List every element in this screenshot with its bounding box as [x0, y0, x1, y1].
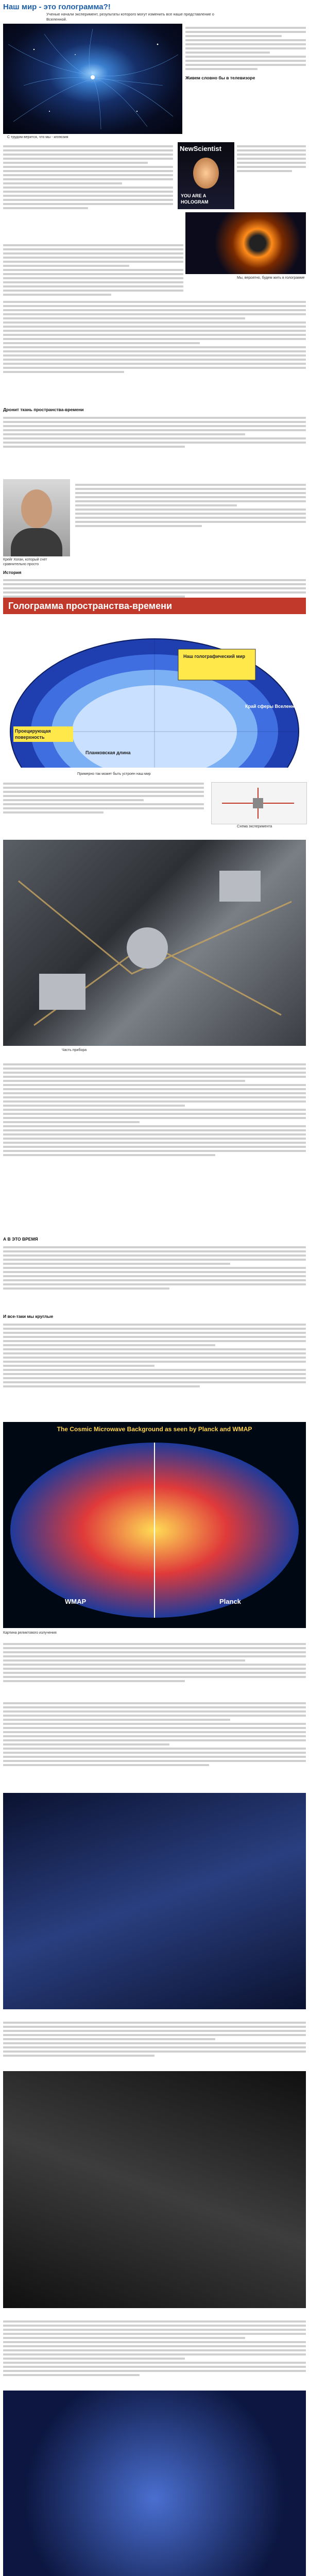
text-block-5	[3, 299, 306, 375]
cmb-wmap-label: WMAP	[65, 1598, 87, 1605]
magazine-brand: NewScientist	[180, 145, 221, 152]
extra-image-1	[3, 1793, 306, 2009]
text-block-12	[3, 1321, 306, 1389]
cmb-image	[3, 1422, 306, 1628]
section-heading-where: А В ЭТО ВРЕМЯ	[3, 1236, 38, 1242]
caption-fig7: Картина реликтового излучения	[3, 1631, 57, 1635]
text-block-15	[3, 2020, 306, 2059]
extra-image-2	[3, 2071, 306, 2308]
cmb-planck-label: Planck	[219, 1598, 241, 1605]
lead-text: Ученые начали эксперимент, результаты которого могут изменить все наше представление о Вселенной.	[46, 12, 214, 22]
hologram-sphere	[3, 613, 306, 768]
text-block-10	[3, 1061, 306, 1158]
section-heading-tv: Живем словно бы в телевизоре	[185, 75, 255, 80]
text-block-2	[3, 143, 173, 211]
text-block-1	[185, 25, 306, 72]
extra-image-3	[3, 2391, 306, 2576]
page-title: Наш мир - это голограмма?!	[3, 3, 111, 11]
galaxy-image	[3, 24, 182, 134]
text-block-14	[3, 1700, 306, 1768]
caption-fig2: Мы, вероятно, будем жить в голограмме	[237, 276, 305, 280]
cmb-title: The Cosmic Microwave Background as seen by Planck and WMAP	[57, 1426, 252, 1433]
text-block-4	[3, 242, 183, 298]
diagram-edge-label: Край сферы Вселенной	[245, 704, 300, 709]
caption-fig1: С трудом верится, что мы - иллюзия	[7, 135, 68, 139]
experiment-scheme	[211, 782, 307, 824]
diagram-world-label: Наш голографический мир	[183, 654, 246, 659]
text-block-9	[3, 781, 204, 816]
black-hole-image	[185, 212, 306, 274]
hogan-portrait	[3, 479, 70, 556]
caption-fig4: Примерно так может быть устроен наш мир	[77, 772, 151, 776]
text-block-13	[3, 1641, 306, 1684]
caption-fig5: Схема эксперимента	[237, 825, 272, 828]
text-block-11	[3, 1244, 306, 1292]
text-block-3	[237, 143, 306, 174]
caption-fig6: Часть прибора	[62, 1048, 87, 1052]
text-block-7	[75, 482, 306, 529]
magazine-cover-text: YOU ARE A HOLOGRAM	[181, 193, 209, 205]
lab-photo	[3, 840, 306, 1046]
diagram-surface-label: Проецирующая поверхность	[13, 726, 73, 742]
diagram-banner: Голограмма пространства-времени	[3, 598, 306, 614]
caption-fig3: Крейг Хоган, который счет сравнительно просто	[3, 558, 47, 567]
newscientist-cover	[178, 142, 234, 209]
text-block-8	[3, 577, 306, 600]
text-block-16	[3, 2318, 306, 2378]
section-heading-drone: Дронит ткань пространства-времени	[3, 407, 84, 412]
section-heading-history: История	[3, 570, 22, 575]
diagram-planck-label: Планковская длина	[85, 750, 131, 755]
section-heading-bits: И все-таки мы круглые	[3, 1314, 54, 1319]
galaxy-filaments	[3, 24, 182, 134]
hologram-diagram	[3, 598, 306, 770]
text-block-6	[3, 415, 306, 450]
